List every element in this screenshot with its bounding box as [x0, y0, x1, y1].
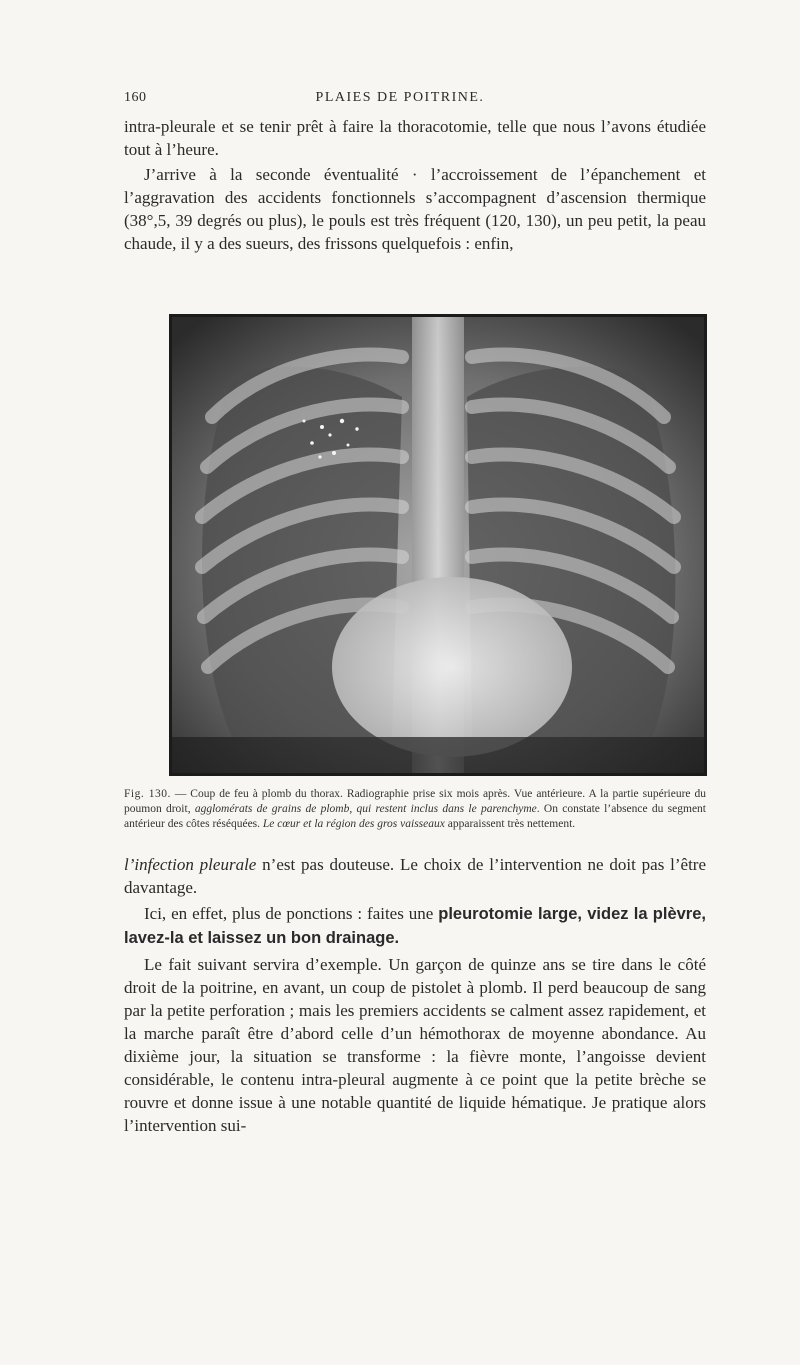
bottom-shadow	[172, 737, 704, 773]
caption-italic-2: Le cœur et la région des gros vaisseaux	[262, 818, 445, 830]
paragraph-5	[124, 953, 706, 1137]
caption-text-3: apparaissent très nettement.	[444, 818, 576, 830]
caption-text-1: — Coup de feu à plomb du thorax. Radiographie prise six mois après. Vue antérieure. A la partie supérieure du poumon droit,	[124, 788, 706, 815]
caption-italic-1: agglomérats de grains de plomb, qui restent inclus dans le parenchyme	[194, 803, 537, 815]
heart-shadow	[332, 577, 572, 757]
page-number: 160	[124, 90, 147, 105]
paragraph-4-text: Ici, en effet, plus de ponctions : faites une	[144, 904, 439, 923]
caption-text-2: . On constate l’absence du segment antérieur des côtes réséquées.	[124, 803, 706, 830]
running-head: PLAIES DE POITRINE.	[315, 90, 485, 105]
paragraph-3-italic: l’infection pleurale	[124, 855, 257, 874]
figure-label: Fig. 130.	[124, 788, 171, 800]
paragraph-5-text: Le fait suivant servira d’exemple. Un garçon de quinze ans se tire dans le côté droit de la poitrine, en avant, un coup de pistolet à plomb. Il perd beaucoup de sang par la petite perforation ; mais les premiers accidents se calment assez rapidement, et la marche paraît être d’abord celle d’un hémothorax de moyenne abondance. Au dixième jour, la situation se transforme : la fièvre monte, l’angoisse devient considérable, le contenu intra-pleural augmente à ce point que la petite brèche se rouvre et donne issue à une notable quantité de liquide hématique. Je pratique alors l’intervention sui-	[124, 955, 706, 1135]
paragraph-2-text: J’arrive à la seconde éventualité · l’accroissement de l’épanchement et l’aggravation des accidents fonctionnels s’accompagnent d’ascension thermique (38°,5, 39 degrés ou plus), le pouls est très fréquent (120, 130), un peu petit, la peau chaude, il y a des sueurs, des frissons quelquefois : enfin,	[124, 165, 706, 253]
paragraph-3	[124, 853, 706, 899]
paragraph-3-text: n’est pas douteuse. Le choix de l’intervention ne doit pas l’être davantage.	[124, 855, 706, 897]
paragraph-2	[124, 163, 706, 255]
paragraph-1-text: intra-pleurale et se tenir prêt à faire la thoracotomie, telle que nous l’avons étudiée tout à l’heure.	[124, 117, 706, 159]
radiograph-image	[172, 317, 704, 773]
radiograph-figure	[169, 314, 707, 776]
paragraph-1	[124, 115, 706, 161]
figure-caption	[124, 787, 706, 832]
paragraph-4-bold: pleurotomie large, videz la plèvre, lavez-la et laissez un bon drainage.	[124, 905, 706, 947]
paragraph-4	[124, 902, 706, 950]
